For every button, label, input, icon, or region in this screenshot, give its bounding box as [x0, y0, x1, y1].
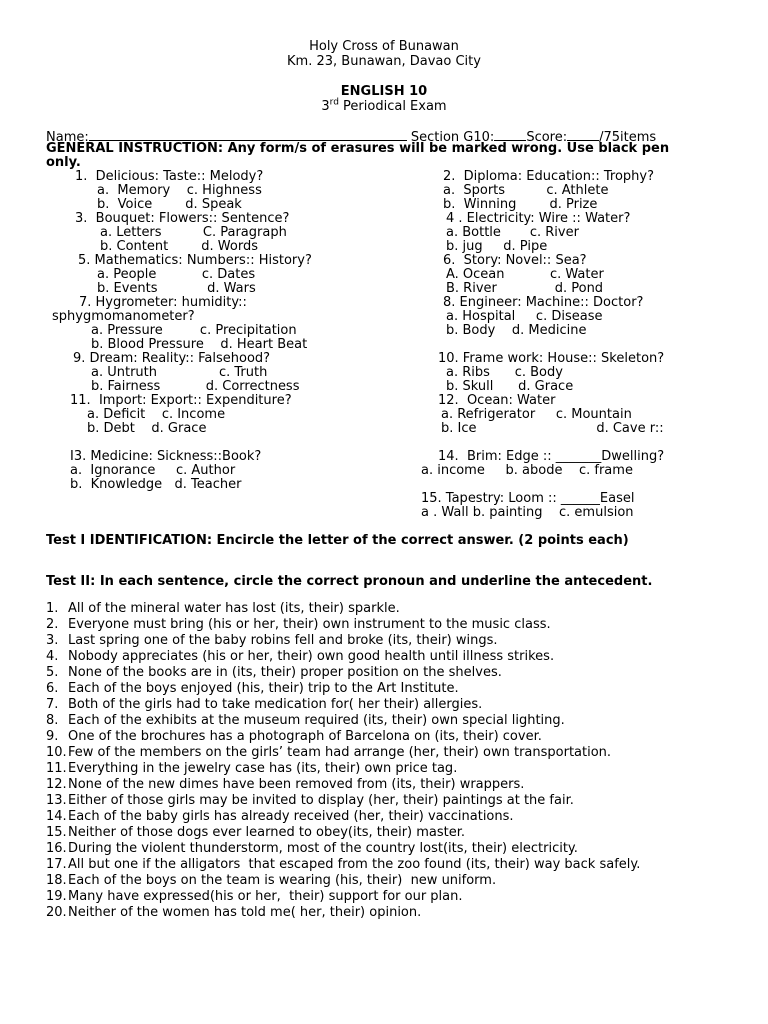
sentence-text: Either of those girls may be invited to display (her, their) paintings at the fair.: [68, 793, 574, 808]
sentence-number: 9.: [46, 729, 59, 744]
choice-line: b. Debt d. Grace: [87, 421, 207, 436]
school-name: Holy Cross of Bunawan: [309, 39, 459, 54]
choice-line: a. Memory c. Highness: [97, 183, 262, 198]
sentence-number: 15.: [46, 825, 67, 840]
sentence-text: Each of the boys enjoyed (his, their) trip to the Art Institute.: [68, 681, 459, 696]
sentence-number: 4.: [46, 649, 59, 664]
sentence-number: 18.: [46, 873, 67, 888]
choice-line: a. Letters C. Paragraph: [100, 225, 287, 240]
sentence-text: Each of the boys on the team is wearing (his, their) new uniform.: [68, 873, 497, 888]
sentence-text: Both of the girls had to take medication for( her their) allergies.: [68, 697, 483, 712]
question-text: 14. Brim: Edge :: _______Dwelling?: [438, 449, 665, 464]
choice-line: b. Ice d. Cave r::: [441, 421, 664, 436]
sentence-number: 14.: [46, 809, 67, 824]
sentence-text: Nobody appreciates (his or her, their) own good health until illness strikes.: [68, 649, 555, 664]
sentence-number: 19.: [46, 889, 67, 904]
sentence-text: All but one if the alligators that escaped from the zoo found (its, their) way back safely.: [68, 857, 641, 872]
sentence-text: Everything in the jewelry case has (its, their) own price tag.: [68, 761, 458, 776]
choice-line: b. Blood Pressure d. Heart Beat: [91, 337, 308, 352]
choice-line: b. Content d. Words: [100, 239, 258, 254]
question-text: 4 . Electricity: Wire :: Water?: [446, 211, 631, 226]
choice-line: b. Voice d. Speak: [97, 197, 242, 212]
question-text: 7. Hygrometer: humidity::: [79, 295, 247, 310]
sentence-text: Each of the baby girls has already received (her, their) vaccinations.: [68, 809, 514, 824]
sentence-number: 10.: [46, 745, 67, 760]
choice-line: A. Ocean c. Water: [446, 267, 604, 282]
sentence-number: 11.: [46, 761, 67, 776]
choice-line: a. Hospital c. Disease: [446, 309, 603, 324]
question-text: 15. Tapestry: Loom :: ______Easel: [421, 491, 635, 506]
choice-line: a. Deficit c. Income: [87, 407, 226, 422]
choice-line: b. Winning d. Prize: [443, 197, 598, 212]
choice-line: b. Body d. Medicine: [446, 323, 587, 338]
sentence-number: 6.: [46, 681, 59, 696]
score-blank: [567, 128, 599, 141]
choice-line: a. People c. Dates: [97, 267, 256, 282]
choice-line: a. Refrigerator c. Mountain: [441, 407, 632, 422]
choice-line: b. Fairness d. Correctness: [91, 379, 300, 394]
items-label: /75items: [599, 130, 657, 145]
choice-line: a. Pressure c. Precipitation: [91, 323, 297, 338]
question-text: 11. Import: Export:: Expenditure?: [70, 393, 292, 408]
sentence-text: None of the books are in (its, their) proper position on the shelves.: [68, 665, 502, 680]
question-text: 2. Diploma: Education:: Trophy?: [443, 169, 654, 184]
choice-line: a. Ribs c. Body: [446, 365, 563, 380]
sentence-text: All of the mineral water has lost (its, their) sparkle.: [68, 601, 400, 616]
sentence-text: During the violent thunderstorm, most of the country lost(its, their) electricity.: [68, 841, 578, 856]
sentence-number: 17.: [46, 857, 67, 872]
general-instruction-line1: GENERAL INSTRUCTION: Any form/s of erasures will be marked wrong. Use black pen: [46, 141, 670, 156]
name-label: Name:: [46, 130, 89, 145]
sentence-text: Each of the exhibits at the museum required (its, their) own special lighting.: [68, 713, 565, 728]
score-label: Score:: [526, 130, 568, 145]
question-text: 10. Frame work: House:: Skeleton?: [438, 351, 665, 366]
question-text: I3. Medicine: Sickness::Book?: [70, 449, 262, 464]
sentence-number: 3.: [46, 633, 59, 648]
exam-title: 3rd Periodical Exam: [321, 97, 447, 114]
general-instruction-line2: only.: [46, 155, 81, 170]
choice-line: b. Knowledge d. Teacher: [70, 477, 242, 492]
question-text: 12. Ocean: Water: [438, 393, 556, 408]
question-text: 6. Story: Novel:: Sea?: [443, 253, 587, 268]
school-address: Km. 23, Bunawan, Davao City: [287, 54, 481, 69]
sentence-text: Neither of those dogs ever learned to obey(its, their) master.: [68, 825, 466, 840]
section-blank: [494, 128, 526, 141]
sentence-number: 2.: [46, 617, 59, 632]
sentence-text: Many have expressed(his or her, their) support for our plan.: [68, 889, 463, 904]
question-text: 5. Mathematics: Numbers:: History?: [78, 253, 312, 268]
test2-heading: Test II: In each sentence, circle the correct pronoun and underline the antecedent.: [46, 574, 653, 589]
test1-heading: Test I IDENTIFICATION: Encircle the letter of the correct answer. (2 points each): [46, 533, 629, 548]
name-blank: [89, 128, 407, 141]
choice-line: a . Wall b. painting c. emulsion: [421, 505, 634, 520]
sentence-number: 1.: [46, 601, 59, 616]
sentence-number: 16.: [46, 841, 67, 856]
sentence-number: 5.: [46, 665, 59, 680]
sentence-number: 13.: [46, 793, 67, 808]
section-label: Section G10:: [410, 130, 495, 145]
sentence-number: 7.: [46, 697, 59, 712]
sentence-number: 12.: [46, 777, 67, 792]
question-text: 8. Engineer: Machine:: Doctor?: [443, 295, 644, 310]
sentence-number: 20.: [46, 905, 67, 920]
question-text: 1. Delicious: Taste:: Melody?: [75, 169, 264, 184]
sentence-text: Few of the members on the girls’ team had arrange (her, their) own transportation.: [68, 745, 612, 760]
choice-line: b. Events d. Wars: [97, 281, 256, 296]
sentence-text: Everyone must bring (his or her, their) own instrument to the music class.: [68, 617, 551, 632]
choice-line: a. income b. abode c. frame: [421, 463, 633, 478]
choice-line: a. Sports c. Athlete: [443, 183, 609, 198]
choice-line: a. Untruth c. Truth: [91, 365, 268, 380]
choice-line: a. Bottle c. River: [446, 225, 579, 240]
question-text: 9. Dream: Reality:: Falsehood?: [73, 351, 271, 366]
subject-title: ENGLISH 10: [340, 84, 428, 99]
choice-line: b. Skull d. Grace: [446, 379, 574, 394]
sentence-text: Last spring one of the baby robins fell and broke (its, their) wings.: [68, 633, 498, 648]
sentence-number: 8.: [46, 713, 59, 728]
choice-line: a. Ignorance c. Author: [70, 463, 236, 478]
sentence-text: None of the new dimes have been removed from (its, their) wrappers.: [68, 777, 525, 792]
question-text-cont: sphygmomanometer?: [52, 309, 195, 324]
sentence-text: One of the brochures has a photograph of Barcelona on (its, their) cover.: [68, 729, 542, 744]
question-text: 3. Bouquet: Flowers:: Sentence?: [75, 211, 290, 226]
choice-line: b. jug d. Pipe: [446, 239, 548, 254]
sentence-text: Neither of the women has told me( her, their) opinion.: [68, 905, 422, 920]
choice-line: B. River d. Pond: [446, 281, 604, 296]
